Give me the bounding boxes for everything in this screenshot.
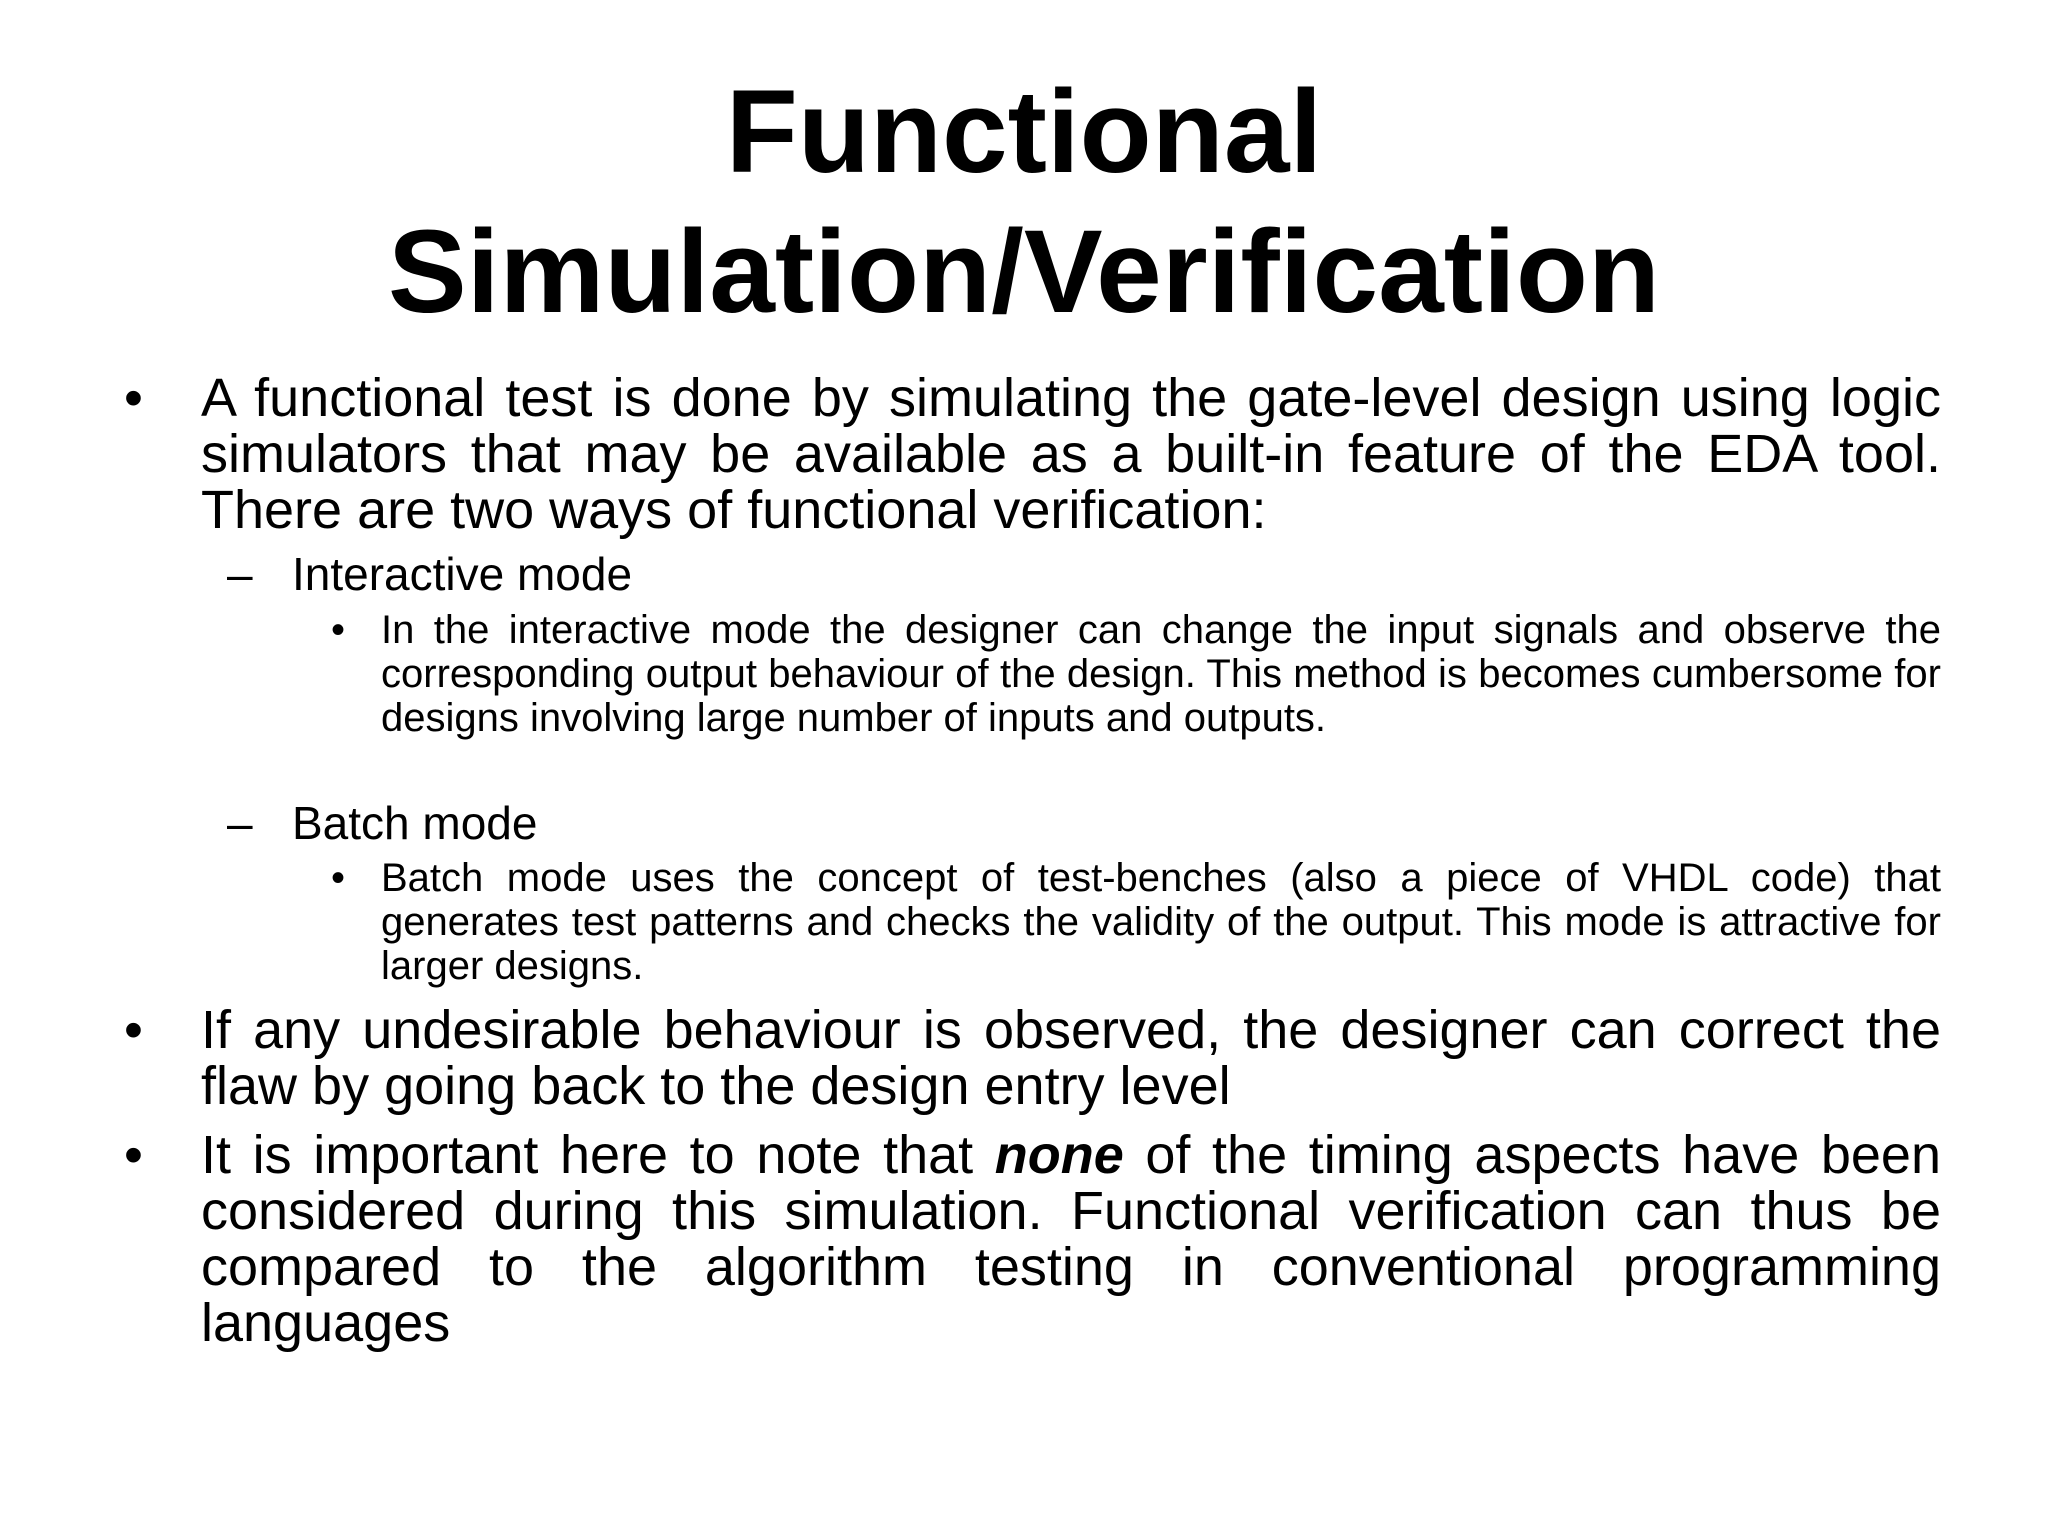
bullet-undesirable-behaviour [124, 1000, 1941, 1116]
bullet-marker: • [124, 368, 143, 428]
bullet-timing-aspects [124, 1125, 1941, 1353]
detail-interactive-mode [331, 608, 1941, 740]
bullet-marker: • [124, 1125, 143, 1185]
title-line-2: Simulation/Verification [387, 206, 1660, 338]
sub-bullet-batch-mode [227, 796, 1942, 850]
sub-bullet-label: Interactive mode [292, 548, 633, 600]
dash-marker: – [227, 548, 253, 600]
bullet-marker: • [331, 856, 346, 900]
bullet-marker: • [124, 1000, 143, 1060]
slide-title [0, 62, 2048, 342]
bullet-functional-test [124, 368, 1941, 540]
bullet-text: A functional test is done by simulating the gate-level design using logic simulators that may be available as a built-in feature of the EDA tool. There are two ways of functional verification: [201, 368, 1941, 540]
detail-batch-mode [331, 856, 1941, 988]
bullet-text-after: of the timing aspects have been considered during this simulation. Functional verification can thus be compared to the algorithm testing in conventional programming languages [201, 1125, 1941, 1353]
bullet-text: If any undesirable behaviour is observed, the designer can correct the flaw by going back to the design entry level [201, 1000, 1941, 1116]
sub-bullet-label: Batch mode [292, 797, 538, 849]
emphasis-none: none [994, 1125, 1124, 1185]
sub-bullet-interactive-mode [227, 547, 1942, 601]
dash-marker: – [227, 797, 253, 849]
detail-text: Batch mode uses the concept of test-benches (also a piece of VHDL code) that generates test patterns and checks the validity of the output. This mode is attractive for larger designs. [381, 856, 1941, 988]
detail-text: In the interactive mode the designer can change the input signals and observe the corresponding output behaviour of the design. This method is becomes cumbersome for designs involving large number of inputs and outputs. [381, 608, 1941, 740]
bullet-text-before: It is important here to note that [201, 1125, 995, 1185]
title-line-1: Functional [725, 66, 1323, 198]
bullet-marker: • [331, 608, 346, 652]
